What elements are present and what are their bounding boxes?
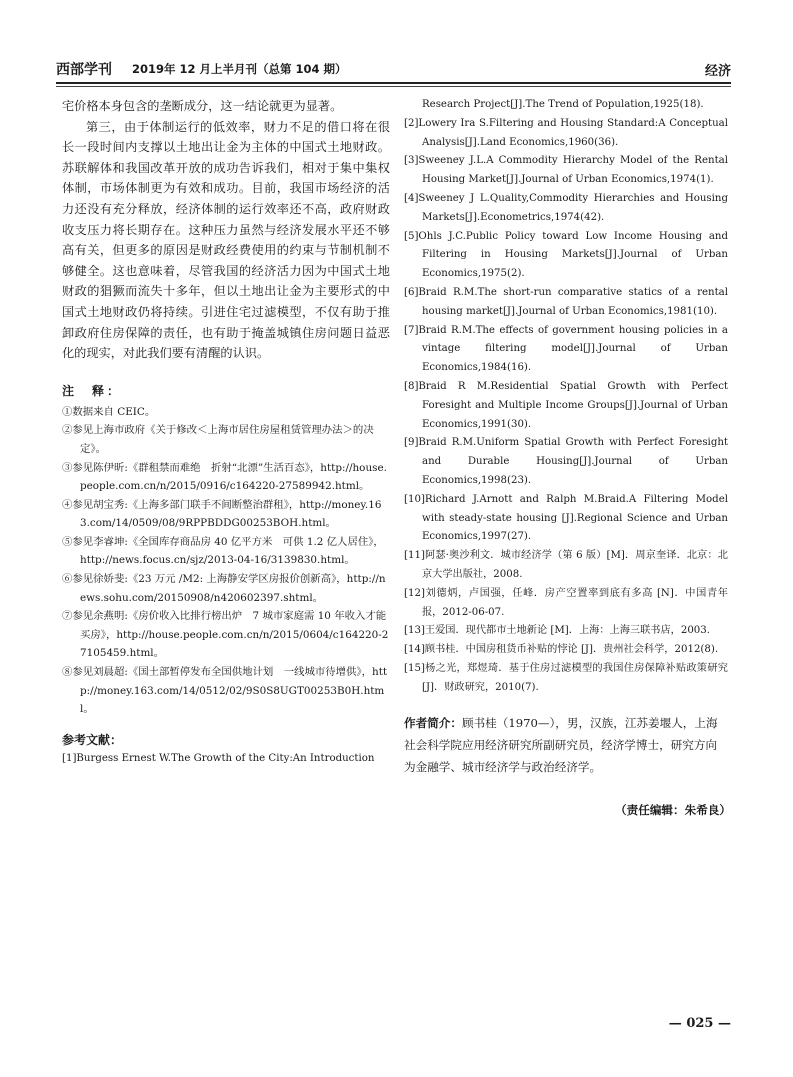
page-number: — 025 — xyxy=(668,1016,731,1031)
reference-item: [3]Sweeney J.L.A Commodity Hierarchy Model of the Rental Housing Market[J].Journal of Urban Economics,1974(1). xyxy=(404,155,728,186)
reference-item: [4]Sweeney J L.Quality,Commodity Hierarchies and Housing Markets[J].Econometrics,1974(42). xyxy=(404,192,728,223)
note-item: ⑤参见李睿坤:《全国库存商品房 40 亿平方米 可供 1.2 亿人居住》，http://news.focus.cn/sjz/2013-04-16/3139830.html。 xyxy=(62,535,384,567)
note-item: ②参见上海市政府《关于修改＜上海市居住房屋租赁管理办法＞的决定》。 xyxy=(62,424,374,455)
page-header xyxy=(56,58,731,80)
author-text: 顾书桂（1970—），男，汉族，江苏姜堰人，上海社会科学院应用经济研究所副研究员，经济学博士，研究方向为金融学、城市经济学与政治经济学。 xyxy=(404,716,718,774)
journal-logo: 西部学刊 xyxy=(56,62,112,78)
body-paragraph: 第三，由于体制运行的低效率，财力不足的借口将在很长一段时间内支撑以土地出让金为主体的中国式土地财政。苏联解体和我国改革开放的成功告诉我们，相对于集中集权体制，市场体制更为有效和成功。目前，我国市场经济的活力还没有充分释放，经济体制的运行效率还不高，政府财政收支压力将长期存在。这种压力虽然与经济发展水平还不够高有关，但更多的原因是财政经费使用的约束与节制机制不够健全。这也意味着，尽管我国的经济活力因为中国式土地财政的猖獗而流失十多年，但以土地出让金为主要形式的中国式土地财政仍将持续。引进住宅过滤模型，不仅有助于推卸政府住房保障的责任，也有助于掩盖城镇住房问题日益恶化的现实，对此我们要有清醒的认识。 xyxy=(62,119,390,361)
body-paragraph: 宅价格本身包含的垄断成分，这一结论就更为显著。 xyxy=(62,99,343,113)
note-item: ⑦参见余燕明:《房价收入比排行榜出炉 7 城市家庭需 10 年收入才能买房》，http://house.people.com.cn/n/2015/0604/c164220-27105459.html。 xyxy=(62,610,389,660)
reference-item: [11]阿瑟·奥沙利文．城市经济学（第 6 版）[M]．周京奎译．北京：北京大学出版社，2008. xyxy=(404,550,728,580)
reference-item: [1]Burgess Ernest W.The Growth of the City:An Introduction xyxy=(62,752,375,764)
reference-item: [15]杨之光，郑煜琦．基于住房过滤模型的我国住房保障补贴政策研究 [J]．财政研究，2010(7). xyxy=(404,662,728,693)
notes-title: 注 释： xyxy=(62,383,123,398)
reference-item: [7]Braid R.M.The effects of government housing policies in a vintage filtering model[J].Journal of Urban Economics,1984(16). xyxy=(404,324,728,374)
author-label: 作者简介： xyxy=(404,716,462,730)
reference-item: [2]Lowery Ira S.Filtering and Housing Standard:A Conceptual Analysis[J].Land Economics,1960(36). xyxy=(404,117,728,148)
reference-item: [5]Ohls J.C.Public Policy toward Low Income Housing and Filtering in Housing Markets[J].Journal of Urban Economics,1975(2). xyxy=(404,230,728,280)
header-rule-thin xyxy=(56,86,731,87)
right-column xyxy=(404,96,728,698)
note-item: ④参见胡宝秀:《上海多部门联手不间断整治群租》，http://money.163.com/14/0509/08/9RPPBDDG00253BOH.html。 xyxy=(62,498,382,530)
left-column xyxy=(62,96,390,768)
reference-continuation: Research Project[J].The Trend of Population,1925(18). xyxy=(422,99,704,110)
note-item: ⑧参见刘晨超:《国土部暂停发布全国供地计划 一线城市待增供》，http://money.163.com/14/0512/02/9S0S8UGT00253B0H.html。 xyxy=(62,666,388,716)
author-bio xyxy=(404,712,728,778)
reference-item: [12]刘德炳，卢国强，任峰．房产空置率到底有多高 [N]．中国青年报，2012-06-07. xyxy=(404,587,728,618)
header-rule xyxy=(56,82,731,84)
reference-item: [13]王爱国．现代都市土地新论 [M]．上海：上海三联书店，2003. xyxy=(404,625,711,637)
reference-item: [14]顾书桂．中国房租货币补贴的悖论 [J]．贵州社会科学，2012(8). xyxy=(404,644,719,656)
note-item: ⑥参见徐娇斐:《23 万元 /M2: 上海静安学区房报价创新高》，http://news.sohu.com/20150908/n420602397.shtml。 xyxy=(62,573,386,604)
reference-item: [9]Braid R.M.Uniform Spatial Growth with Perfect Foresight and Durable Housing[J].Journal of Urban Economics,1998(23). xyxy=(404,437,728,486)
references-title: 参考文献： xyxy=(62,732,123,747)
reference-item: [6]Braid R.M.The short-run comparative statics of a rental housing market[J].Journal of Urban Economics,1981(10). xyxy=(404,286,728,317)
note-item: ③参见陈伊昕:《群租禁而难绝 折射“北漂”生活百态》，http://house.people.com.cn/n/2015/0916/c164220-27589942.html。 xyxy=(62,461,387,493)
reference-item: [8]Braid R M.Residential Spatial Growth with Perfect Foresight and Multiple Income Groups[J].Journal of Urban Economics,1991(30). xyxy=(404,380,728,430)
section-label: 经济 xyxy=(704,64,731,79)
note-item: ①数据来自 CEIC。 xyxy=(62,405,156,418)
issue-info: 2019年 12 月上半月刊（总第 104 期） xyxy=(132,62,347,76)
reference-item: [10]Richard J.Arnott and Ralph M.Braid.A Filtering Model with steady-state housing [J].Regional Science and Urban Economics,1997(27). xyxy=(404,493,728,543)
editor-credit: （责任编辑：朱希良） xyxy=(615,803,731,817)
